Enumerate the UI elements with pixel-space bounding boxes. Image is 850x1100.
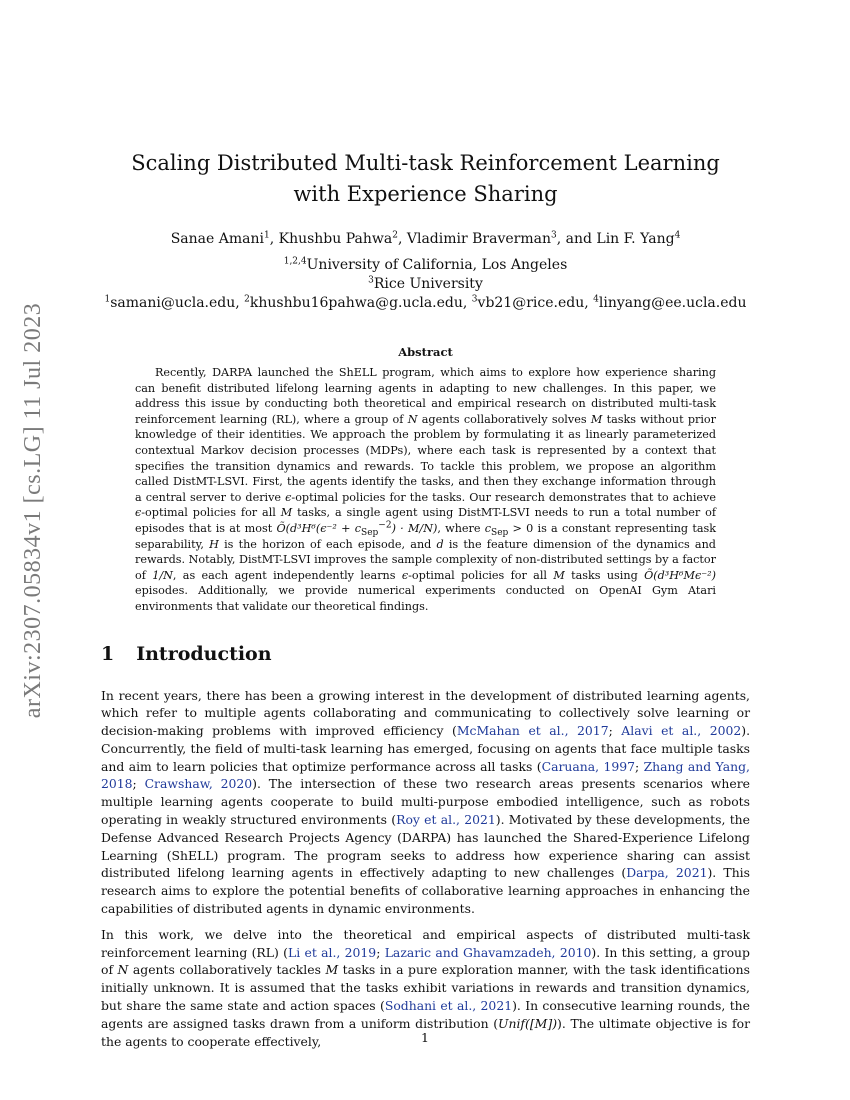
section-title: Introduction [136,642,272,665]
paper-page [101,148,750,1050]
complexity-bound: Õ(d³H⁶Mϵ⁻²) [644,568,716,582]
section-heading-introduction [101,643,750,665]
email-sup: 3 [471,294,478,305]
email-sup: 1 [104,294,111,305]
email-address: vb21@rice.edu [477,295,585,311]
author-name: Khushbu Pahwa [278,231,393,247]
title-line-2: with Experience Sharing [293,182,558,206]
citation-link[interactable]: Caruana, 1997 [541,758,635,774]
affiliation-list [101,256,750,294]
author-separator: , [397,231,407,247]
affiliation-name: Rice University [373,276,483,292]
affiliation-item [101,275,750,294]
author-name: Sanae Amani [170,231,264,247]
complexity-bound: Õ(d³H⁶(ϵ⁻² + c [276,521,362,535]
title-line-1: Scaling Distributed Multi-task Reinforcement Learning [131,151,720,175]
author-name: Lin F. Yang [596,231,675,247]
author-list [101,229,750,249]
affiliation-name: University of California, Los Angeles [306,257,568,273]
email-sup: 2 [244,294,250,305]
email-list: $^1$samani@ucla.edu, $^2$khushbu16pahwa@g.ucla.edu, $^3$vb21@rice.edu, $^4$linyang@ee.ucla.edu [104,294,747,311]
email-address: samani@ucla.edu [110,295,236,311]
citation-link[interactable]: Crawshaw, 2020 [144,776,253,792]
citation-link[interactable]: Lazaric and Ghavamzadeh, 2010 [384,944,592,960]
citation-link[interactable]: Darpa, 2021 [626,865,708,881]
author-sup: 4 [674,230,681,241]
arxiv-identifier-stamp [14,300,54,720]
author-separator: , and [556,231,597,247]
email-address: linyang@ee.ucla.edu [598,295,747,311]
email-address: khushbu16pahwa@g.ucla.edu [249,295,463,311]
citation-link[interactable]: Sodhani et al., 2021 [384,998,513,1014]
author-separator: , [269,231,279,247]
affiliation-sup: 1,2,4 [283,256,307,267]
intro-paragraph-2: In this work, we delve into the theoretical and empirical aspects of distributed multi-task reinforcement learning (RL) (Li et al., 2019; Lazaric and Ghavamzadeh, 2010). In this setting, a group of N agents collaboratively tackles M tasks in a pure exploration manner, with the task identifications initially unknown. It is assumed that the tasks exhibit variations in rewards and transition dynamics, but share the same state and action spaces (Sodhani et al., 2021). In consecutive learning rounds, the agents are assigned tasks drawn from a uniform distribution (Unif([M])). The ultimate objective is for the agents to cooperate effectively, [101,926,751,1049]
citation-link[interactable]: Li et al., 2019 [287,944,377,960]
arxiv-id-text: arXiv:2307.05834v1 [cs.LG] 11 Jul 2023 [20,302,47,718]
paper-title [101,148,750,210]
citation-link[interactable]: McMahan et al., 2017 [456,723,609,739]
author-sup: 2 [392,230,398,241]
abstract-heading: Abstract [398,345,453,359]
citation-link[interactable]: Alavi et al., 2002 [621,723,742,739]
page-number: 1 [421,1030,429,1045]
author-name: Vladimir Braverman [406,231,551,247]
author-sup: 3 [550,230,557,241]
email-sup: 4 [593,294,599,305]
intro-paragraph-1: In recent years, there has been a growing interest in the development of distributed learning agents, which refer to multiple agents collaborating and communicating to collectively solve learning or decision-making problems with improved efficiency (McMahan et al., 2017; Alavi et al., 2002). Concurrently, the field of multi-task learning has emerged, focusing on agents that face multiple tasks and aim to learn policies that optimize performance across all tasks (Caruana, 1997; Zhang and Yang, 2018; Crawshaw, 2020). The intersection of these two research areas presents scenarios where multiple learning agents cooperate to build multi-purpose embodied intelligence, such as robots operating in weakly structured environments (Roy et al., 2021). Motivated by these developments, the Defense Advanced Research Projects Agency (DARPA) has launched the Shared-Experience Lifelong Learning (ShELL) program. The program seeks to address how experience sharing can assist distributed lifelong learning agents in effectively adapting to new challenges (Darpa, 2021). This research aims to explore the potential benefits of collaborative learning approaches in enhancing the capabilities of distributed agents in dynamic environments. [101,687,751,917]
author-sup: 1 [263,230,270,241]
section-number: 1 [101,642,115,665]
abstract-body: Recently, DARPA launched the ShELL program, which aims to explore how experience sharing can benefit distributed lifelong learning agents in adapting to new challenges. In this paper, we address this issue by conducting both theoretical and empirical research on distributed multi-task reinforcement learning (RL), where a group of N agents collaboratively solves M tasks without prior knowledge of their identities. We approach the problem by formulating it as linearly parameterized contextual Markov decision processes (MDPs), where each task is represented by a context that specifies the transition dynamics and rewards. To tackle this problem, we propose an algorithm called DistMT-LSVI. First, the agents identify the tasks, and then they exchange information through a central server to derive ϵ-optimal policies for the tasks. Our research demonstrates that to achieve ϵ-optimal policies for all M tasks, a single agent using DistMT-LSVI needs to run a total number of episodes that is at most Õ(d³H⁶(ϵ⁻² + $c_{Sep}^{-2}) \cdot M/N$), where $c_{Sep} > 0$ is a constant representing task separability, H is the horizon of each episode, and d is the feature dimension of the dynamics and rewards. Notably, DistMT-LSVI improves the sample complexity of non-distributed settings by a factor of 1/N, as each agent independently learns ϵ-optimal policies for all M tasks using Õ(d³H⁶Mϵ⁻²) episodes. Additionally, we provide numerical experiments conducted on OpenAI Gym Atari environments that validate our theoretical findings. [135,366,717,613]
citation-link[interactable]: Roy et al., 2021 [396,812,496,828]
citation-link[interactable]: Zhang and Yang, 2018 [101,758,750,792]
affiliation-sup: 3 [368,275,374,286]
affiliation-item [101,256,750,275]
